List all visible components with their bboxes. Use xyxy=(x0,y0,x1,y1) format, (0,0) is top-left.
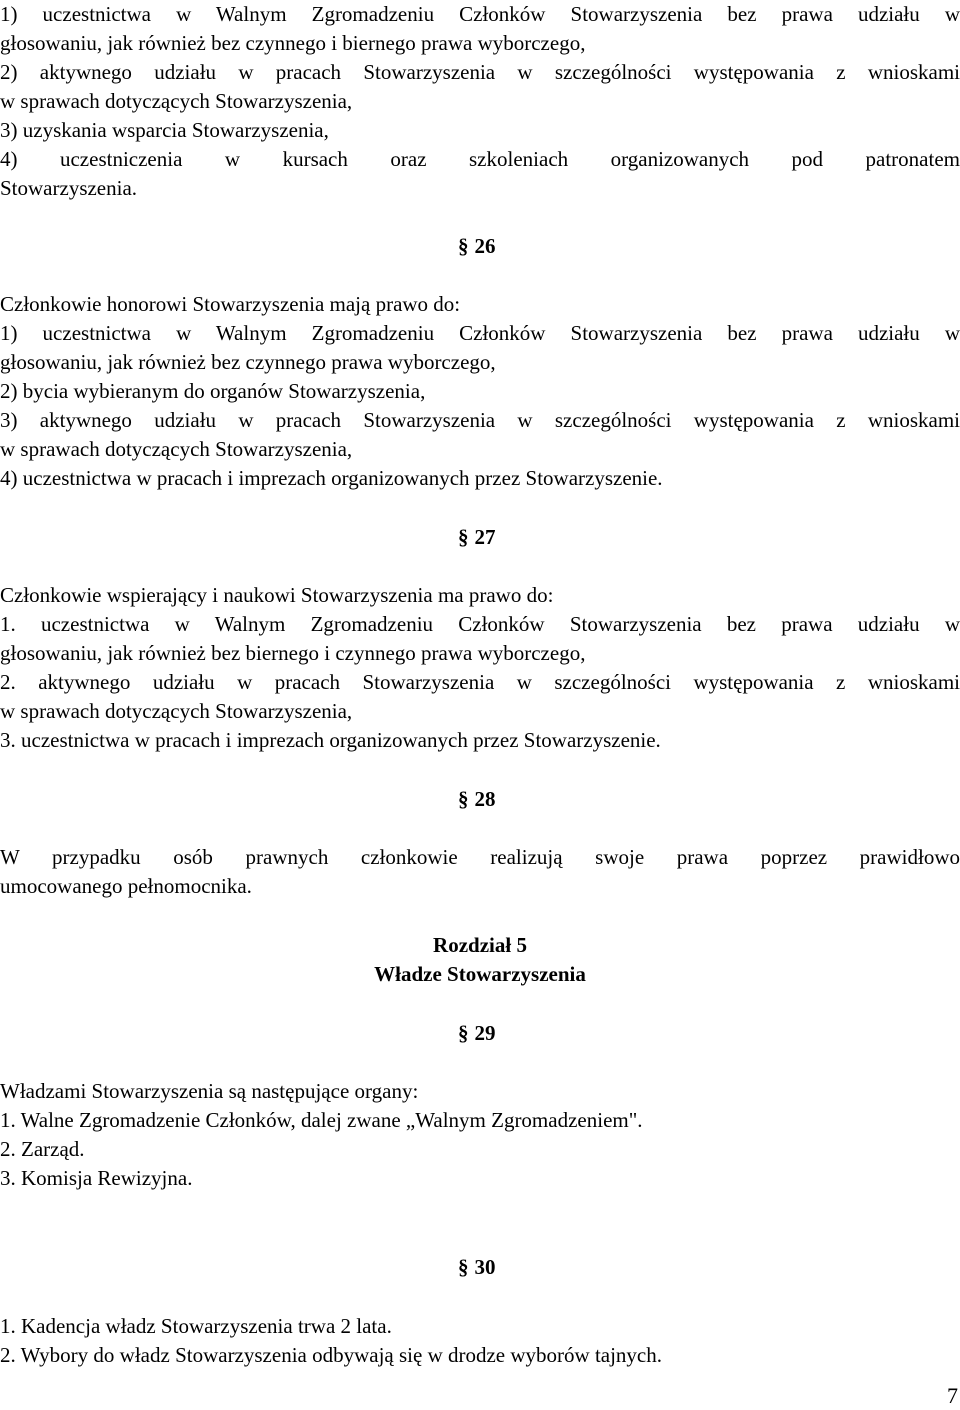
intro-line-2: głosowaniu, jak również bez czynnego i biernego prawa wyborczego, xyxy=(0,31,586,55)
s29-line-3: 2. Zarząd. xyxy=(0,1137,85,1161)
intro-line-1: 1) uczestnictwa w Walnym Zgromadzeniu Członków Stowarzyszenia bez prawa udziału w xyxy=(0,2,960,26)
intro-line-4: w sprawach dotyczących Stowarzyszenia, xyxy=(0,89,353,113)
intro-line-5: 3) uzyskania wsparcia Stowarzyszenia, xyxy=(0,118,329,142)
s26-line-3: głosowaniu, jak również bez czynnego prawa wyborczego, xyxy=(0,350,496,374)
s26-line-5: 3) aktywnego udziału w pracach Stowarzyszenia w szczególności występowania z wnioskami xyxy=(0,408,960,432)
section-sign: § xyxy=(458,1021,469,1045)
s27-line-5: w sprawach dotyczących Stowarzyszenia, xyxy=(0,699,353,723)
s26-line-4: 2) bycia wybieranym do organów Stowarzyszenia, xyxy=(0,379,426,403)
intro-line-7: Stowarzyszenia. xyxy=(0,176,138,200)
s27-line-6: 3. uczestnictwa w pracach i imprezach organizowanych przez Stowarzyszenie. xyxy=(0,728,661,752)
s27-line-1: Członkowie wspierający i naukowi Stowarzyszenia ma prawo do: xyxy=(0,583,554,607)
s27-line-2: 1. uczestnictwa w Walnym Zgromadzeniu Członków Stowarzyszenia bez prawa udziału w xyxy=(0,612,960,636)
section-number: 28 xyxy=(474,787,496,811)
section-sign: § xyxy=(458,1255,469,1279)
chapter-title: Rozdział 5 xyxy=(433,933,527,957)
section-heading-30 xyxy=(458,1253,496,1282)
s29-line-1: Władzami Stowarzyszenia są następujące organy: xyxy=(0,1079,419,1103)
s27-line-3: głosowaniu, jak również bez biernego i czynnego prawa wyborczego, xyxy=(0,641,586,665)
s26-line-6: w sprawach dotyczących Stowarzyszenia, xyxy=(0,437,353,461)
s26-line-2: 1) uczestnictwa w Walnym Zgromadzeniu Członków Stowarzyszenia bez prawa udziału w xyxy=(0,321,960,345)
s29-line-2: 1. Walne Zgromadzenie Członków, dalej zwane „Walnym Zgromadzeniem". xyxy=(0,1108,643,1132)
s28-line-2: umocowanego pełnomocnika. xyxy=(0,874,252,898)
section-heading-26 xyxy=(458,232,496,261)
s29-line-4: 3. Komisja Rewizyjna. xyxy=(0,1166,193,1190)
s26-line-7: 4) uczestnictwa w pracach i imprezach organizowanych przez Stowarzyszenie. xyxy=(0,466,663,490)
section-heading-27 xyxy=(458,523,496,552)
s30-line-2: 2. Wybory do władz Stowarzyszenia odbywają się w drodze wyborów tajnych. xyxy=(0,1343,663,1367)
s30-line-1: 1. Kadencja władz Stowarzyszenia trwa 2 lata. xyxy=(0,1314,392,1338)
section-sign: § xyxy=(458,787,469,811)
section-number: 29 xyxy=(474,1021,496,1045)
section-sign: § xyxy=(458,234,469,258)
page-number: 7 xyxy=(947,1383,958,1408)
s26-line-1: Członkowie honorowi Stowarzyszenia mają prawo do: xyxy=(0,292,461,316)
chapter-subtitle: Władze Stowarzyszenia xyxy=(374,962,586,986)
section-heading-29 xyxy=(458,1019,496,1048)
s27-line-4: 2. aktywnego udziału w pracach Stowarzyszenia w szczególności występowania z wnioskami xyxy=(0,670,960,694)
section-heading-28 xyxy=(458,785,496,814)
section-number: 30 xyxy=(474,1255,496,1279)
intro-line-6: 4) uczestniczenia w kursach oraz szkoleniach organizowanych pod patronatem xyxy=(0,147,960,171)
section-sign: § xyxy=(458,525,469,549)
intro-line-3: 2) aktywnego udziału w pracach Stowarzyszenia w szczególności występowania z wnioskami xyxy=(0,60,960,84)
section-number: 27 xyxy=(474,525,496,549)
section-number: 26 xyxy=(474,234,496,258)
s28-line-1: W przypadku osób prawnych członkowie realizują swoje prawa poprzez prawidłowo xyxy=(0,845,960,869)
